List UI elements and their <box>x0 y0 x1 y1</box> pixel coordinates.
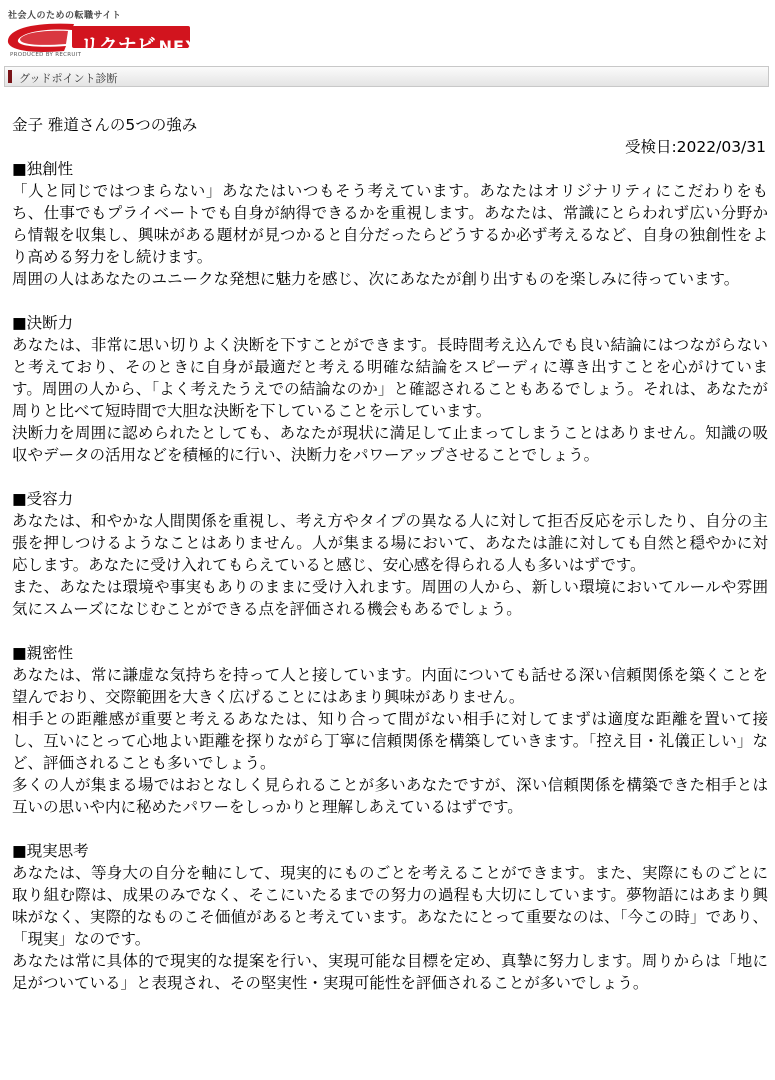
site-tagline: 社会人のための転職サイト <box>8 11 122 21</box>
strength-title: ■現実思考 <box>12 842 89 860</box>
strength-paragraph: 相手との距離感が重要と考えるあなたは、知り合って間がない相手に対してまずは適度な距離を置いて接し、互いにとって心地よい距離を探りながら丁寧に信頼関係を構築していきます。「控え目・礼儀正しい」など、評価されることも多いでしょう。 <box>12 710 768 772</box>
site-header <box>0 0 775 62</box>
section-header-label: グッドポイント診断 <box>19 72 118 85</box>
section-header-bar <box>4 66 769 87</box>
strength-paragraph: 周囲の人はあなたのユニークな発想に魅力を感じ、次にあなたが創り出すものを楽しみに待っています。 <box>12 270 740 288</box>
strength-title: ■親密性 <box>12 644 74 662</box>
strength-section <box>12 488 768 620</box>
strength-title: ■決断力 <box>12 314 74 332</box>
strength-paragraph: あなたは、非常に思い切りよく決断を下すことができます。長時間考え込んでも良い結論にはつながらないと考えており、そのときに自身が最適だと考える明確な結論をスピーディに導き出すことを心がけています。周囲の人から、「よく考えたうえでの結論なのか」と確認されることもあるでしょう。それは、あなたが周りと比べて短時間で大胆な決断を下していることを示しています。 <box>12 336 768 420</box>
strength-paragraph: 多くの人が集まる場ではおとなしく見られることが多いあなたですが、深い信頼関係を構築できた相手とは互いの思いや内に秘めたパワーをしっかりと理解しあえているはずです。 <box>12 776 768 816</box>
strength-paragraph: 「人と同じではつまらない」あなたはいつもそう考えています。あなたはオリジナリティにこだわりをもち、仕事でもプライベートでも自身が納得できるかを重視します。あなたは、常識にとらわれず広い分野から情報を収集し、興味がある題材が見つかると自分だったらどうするか必ず考えるなど、自身の独創性をより高める努力をし続けます。 <box>12 182 768 266</box>
strength-paragraph: あなたは、等身大の自分を軸にして、現実的にものごとを考えることができます。また、実際にものごとに取り組む際は、成果のみでなく、そこにいたるまでの努力の過程も大切にしています。夢物語にはあまり興味がなく、実際的なものこそ価値があると考えています。あなたにとって重要なのは、「今この時」であり、「現実」なのです。 <box>12 864 768 948</box>
strengths-list <box>12 158 768 994</box>
strength-title: ■独創性 <box>12 160 74 178</box>
strength-section <box>12 642 768 818</box>
strength-paragraph: あなたは、和やかな人間関係を重視し、考え方やタイプの異なる人に対して拒否反応を示したり、自分の主張を押しつけるようなことはありません。人が集まる場において、あなたは誰に対しても自然と穏やかに対応します。あなたに受け入れてもらえていると感じ、安心感を得られる人も多いはずです。 <box>12 512 768 574</box>
strength-paragraph: あなたは常に具体的で現実的な提案を行い、実現可能な目標を定め、真摯に努力します。周りからは「地に足がついている」と表現され、その堅実性・実現可能性を評価されることが多いでしょう。 <box>12 952 768 992</box>
logo-wordmark: リクナビ NEXT <box>80 35 211 57</box>
report-title: 金子 雅道さんの5つの強み <box>12 116 198 134</box>
strength-paragraph: 決断力を周囲に認められたとしても、あなたが現状に満足して止まってしまうことはありません。知識の吸収やデータの活用などを積極的に行い、決断力をパワーアップさせることでしょう。 <box>12 424 768 464</box>
strength-paragraph: あなたは、常に謙虚な気持ちを持って人と接しています。内面についても話せる深い信頼関係を築くことを望んでおり、交際範囲を大きく広げることにはあまり興味がありません。 <box>12 666 768 706</box>
strength-section <box>12 312 768 466</box>
report-content <box>12 114 768 1016</box>
strength-section <box>12 158 768 290</box>
strength-section <box>12 840 768 994</box>
exam-date: 受検日:2022/03/31 <box>624 138 766 156</box>
strength-paragraph: また、あなたは環境や事実もありのままに受け入れます。周囲の人から、新しい環境においてルールや雰囲気にスムーズになじむことができる点を評価される機会もあるでしょう。 <box>12 578 768 618</box>
bar-marker-icon <box>8 70 12 83</box>
produced-by-label: PRODUCED BY RECRUIT <box>10 52 82 58</box>
strength-title: ■受容力 <box>12 490 74 508</box>
